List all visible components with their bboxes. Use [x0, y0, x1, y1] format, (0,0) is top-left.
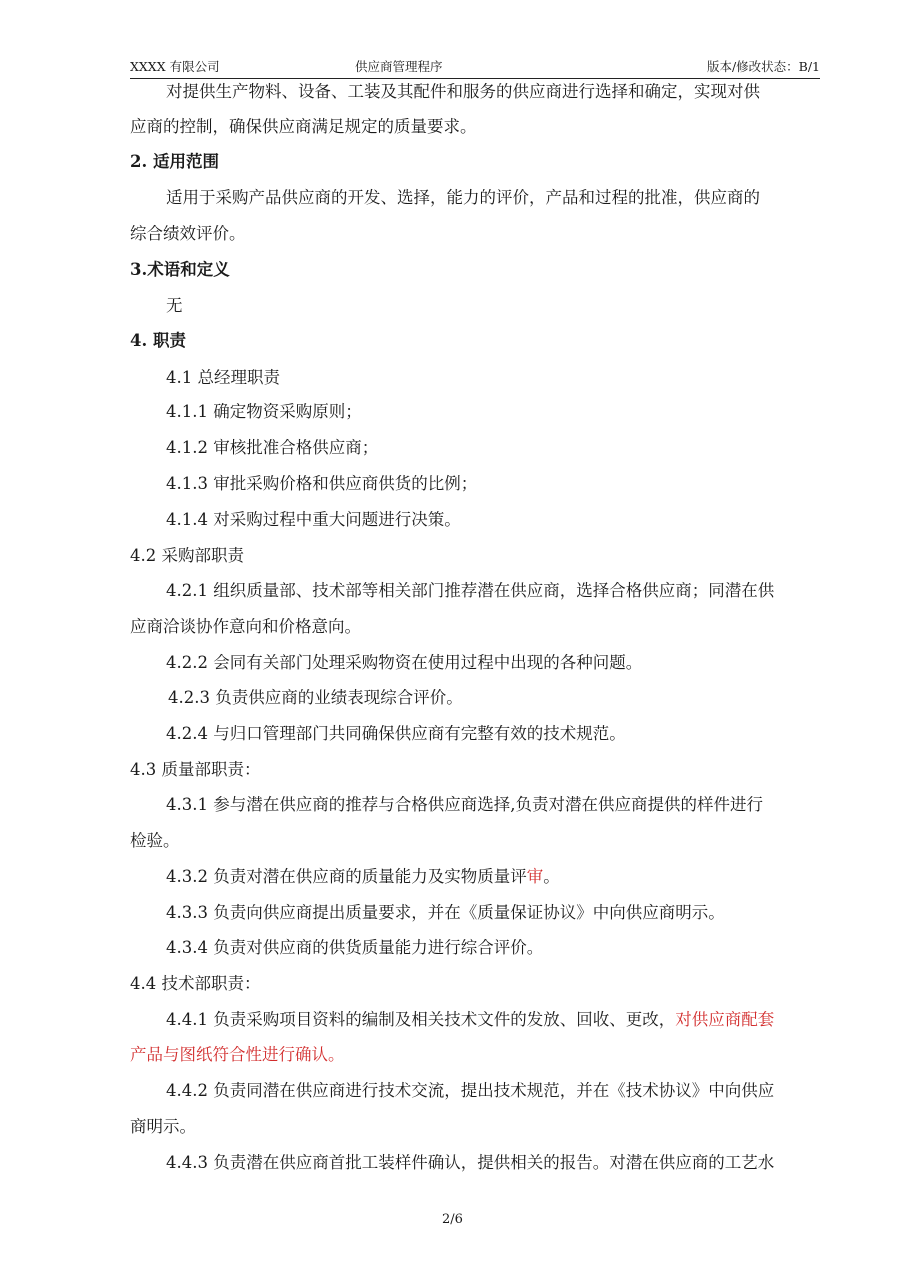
item-4-3-4: 4.3.4 负责对供应商的供货质量能力进行综合评价。: [166, 938, 544, 957]
item-4-2-2: 4.2.2 会同有关部门处理采购物资在使用过程中出现的各种问题。: [166, 653, 643, 672]
subsection-4-4: 4.4 技术部职责：: [130, 974, 261, 993]
definitions-none: 无: [166, 296, 183, 315]
item-4-3-2: [166, 865, 560, 889]
item-4-3-2-text: 4.3.2 负责对潜在供应商的质量能力及实物质量评: [166, 867, 527, 886]
subsection-4-2: 4.2 采购部职责: [130, 546, 244, 565]
item-4-4-3-line-1: 4.4.3 负责潜在供应商首批工装样件确认，提供相关的报告。对潜在供应商的工艺水: [166, 1153, 775, 1172]
page-header: [130, 58, 820, 79]
subsection-4-3: 4.3 质量部职责：: [130, 760, 261, 779]
page-number: 2/6: [442, 1212, 463, 1227]
item-4-4-1-line-2-revised: 产品与图纸符合性进行确认。: [130, 1045, 345, 1064]
item-4-1-3: 4.1.3 审批采购价格和供应商供货的比例；: [166, 474, 478, 493]
item-4-3-3: 4.3.3 负责向供应商提出质量要求，并在《质量保证协议》中向供应商明示。: [166, 903, 725, 922]
item-4-3-1-line-1: 4.3.1 参与潜在供应商的推荐与合格供应商选择,负责对潜在供应商提供的样件进行: [166, 795, 763, 814]
document-title: 供应商管理程序: [355, 59, 443, 74]
item-4-1-4: 4.1.4 对采购过程中重大问题进行决策。: [166, 510, 461, 529]
item-4-1-2: 4.1.2 审核批准合格供应商；: [166, 438, 379, 457]
item-4-3-1-line-2: 检验。: [130, 831, 180, 850]
item-4-3-2-period: 。: [543, 867, 560, 886]
version-status: 版本/修改状态：B/1: [706, 59, 820, 74]
item-4-2-4: 4.2.4 与归口管理部门共同确保供应商有完整有效的技术规范。: [166, 724, 626, 743]
section-3-heading: 3.术语和定义: [130, 260, 230, 279]
item-4-1-1: 4.1.1 确定物资采购原则；: [166, 402, 362, 421]
section-2-heading: 2. 适用范围: [130, 152, 219, 171]
item-4-4-1-revised-text: 对供应商配套: [675, 1010, 775, 1029]
item-4-2-3: 4.2.3 负责供应商的业绩表现综合评价。: [168, 688, 463, 707]
section-4-heading: 4. 职责: [130, 331, 186, 350]
item-4-4-1-text: 4.4.1 负责采购项目资料的编制及相关技术文件的发放、回收、更改，: [166, 1010, 676, 1029]
purpose-line-2: 应商的控制，确保供应商满足规定的质量要求。: [130, 117, 477, 136]
item-4-2-1-line-2: 应商洽谈协作意向和价格意向。: [130, 617, 361, 636]
scope-line-2: 综合绩效评价。: [130, 224, 246, 243]
purpose-line-1: 对提供生产物料、设备、工装及其配件和服务的供应商进行选择和确定，实现对供: [166, 82, 760, 101]
company-name: XXXX 有限公司: [130, 59, 220, 74]
item-4-2-1-line-1: 4.2.1 组织质量部、技术部等相关部门推荐潜在供应商，选择合格供应商；同潜在供: [166, 581, 775, 600]
item-4-4-2-line-2: 商明示。: [130, 1117, 196, 1136]
item-4-3-2-revised-char: 审: [526, 867, 544, 886]
item-4-4-1-line-1: [166, 1008, 774, 1032]
subsection-4-1: 4.1 总经理职责: [166, 368, 280, 387]
item-4-4-2-line-1: 4.4.2 负责同潜在供应商进行技术交流，提出技术规范，并在《技术协议》中向供应: [166, 1081, 775, 1100]
scope-line-1: 适用于采购产品供应商的开发、选择，能力的评价，产品和过程的批准，供应商的: [166, 188, 760, 207]
